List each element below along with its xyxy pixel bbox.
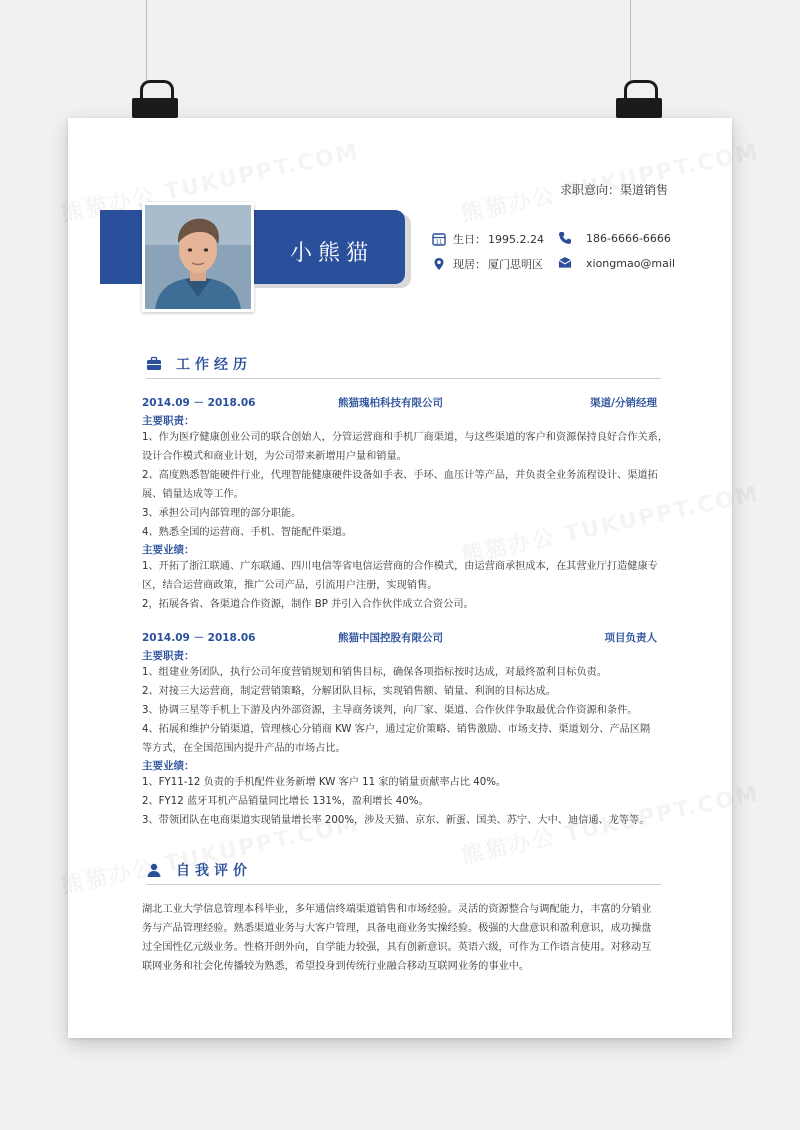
achievements-list: [142, 557, 682, 614]
job-intent: 求职意向：渠道销售: [559, 183, 668, 197]
self-eval-line: 务与产品管理经验。熟悉渠道业务与大客户管理，具备电商业务实操经验。极强的大盘意识和盈利意识，成功操盘: [142, 923, 652, 934]
self-eval-line: 湖北工业大学信息管理本科毕业，多年通信终端渠道销售和市场经验。灵活的资源整合与调配能力，丰富的分销业: [142, 904, 652, 915]
duty-line: 2、对接三大运营商，制定营销策略，分解团队目标，实现销售额、销量、利润的目标达成。: [142, 686, 556, 697]
duties-title: 主要职责：: [142, 650, 195, 662]
self-eval-line: 过全国性亿元级业务。性格开朗外向，自学能力较强，具有创新意识。英语六级，可作为工作语言使用。对移动互: [142, 942, 652, 953]
briefcase-icon: [146, 356, 162, 372]
duty-line: 1、作为医疗健康创业公司的联合创始人，分管运营商和手机厂商渠道，与这些渠道的客户和资源保持良好合作关系，: [142, 432, 669, 443]
achievement-line: 区，结合运营商政策，推广公司产品，引流用户注册，实现销售。: [142, 580, 438, 591]
duty-line: 4、拓展和维护分销渠道，管理核心分销商 KW 客户，通过定价策略、销售激励、市场支持、渠道划分、产品区隔: [142, 724, 651, 735]
mail-icon: [558, 256, 572, 270]
email-value: xiongmao@mail: [586, 256, 676, 270]
job-date: 2014.09 － 2018.06: [142, 632, 256, 644]
phone-icon: [558, 231, 572, 245]
duty-line: 等方式，在全国范围内提升产品的市场占比。: [142, 743, 346, 754]
birth-info: [432, 231, 544, 247]
header-accent-bar: [100, 210, 148, 284]
duty-line: 1、组建业务团队，执行公司年度营销规划和销售目标，确保各项指标按时达成，对最终盈利目标负责。: [142, 667, 607, 678]
achievement-line: 1、FY11-12 负责的手机配件业务新增 KW 客户 11 家的销量贡献率占比 40%。: [142, 777, 507, 788]
duty-line: 展、销量达成等工作。: [142, 489, 244, 500]
self-eval-section-title: 自我评价: [176, 863, 252, 879]
achievements-list: [142, 773, 682, 830]
job-company: 熊猫瑰柏科技有限公司: [338, 397, 443, 409]
svg-text:11: 11: [435, 239, 443, 246]
candidate-name: 小熊猫: [290, 241, 375, 266]
job-role: 项目负责人: [604, 632, 657, 644]
job-role: 渠道/分销经理: [590, 397, 657, 409]
duty-line: 3、协调三星等手机上下游及内外部资源，主导商务谈判，向厂家、渠道、合作伙伴争取最优合作资源和条件。: [142, 705, 638, 716]
duty-line: 3、承担公司内部管理的部分职能。: [142, 508, 302, 519]
achievement-line: 1、开拓了浙江联通、广东联通、四川电信等省电信运营商的合作模式，由运营商承担成本，在其营业厅打造健康专: [142, 561, 658, 572]
duty-line: 设计合作模式和商业计划，为公司带来新增用户量和销量。: [142, 451, 407, 462]
job-date: 2014.09 － 2018.06: [142, 397, 256, 409]
achievement-line: 2，拓展各省、各渠道合作资源，制作 BP 并引入合作伙伴成立合资公司。: [142, 599, 474, 610]
birth-value: 1995.2.24: [488, 232, 544, 246]
duties-list: [142, 428, 682, 542]
location-value: 厦门思明区: [488, 258, 543, 271]
achievements-title: 主要业绩：: [142, 760, 195, 772]
calendar-icon: [432, 232, 446, 246]
duty-line: 2、高度熟悉智能硬件行业，代理智能健康硬件设备如手表、手环、血压计等产品，并负责全业务流程设计、渠道拓: [142, 470, 658, 481]
phone-value: 186-6666-6666: [586, 231, 671, 245]
duties-list: [142, 663, 682, 758]
achievements-title: 主要业绩：: [142, 544, 195, 556]
birth-label: 生日：: [453, 233, 486, 246]
location-label: 现居：: [453, 258, 486, 271]
self-eval-line: 联网业务和社会化传播较为熟悉，希望投身到传统行业融合移动互联网业务的事业中。: [142, 961, 530, 972]
work-section-heading: [146, 354, 661, 379]
resume-page: [68, 118, 732, 1038]
email-info: [558, 256, 675, 270]
duties-title: 主要职责：: [142, 415, 195, 427]
profile-photo: [142, 202, 254, 312]
phone-info: [558, 231, 671, 245]
achievement-line: 3、带领团队在电商渠道实现销量增长率 200%，涉及天猫、京东、新蛋、国美、苏宁、大中、迪信通、龙等等。: [142, 815, 650, 826]
user-icon: [146, 862, 162, 878]
achievement-line: 2、FY12 蓝牙耳机产品销量同比增长 131%，盈利增长 40%。: [142, 796, 429, 807]
location-pin-icon: [432, 257, 446, 271]
location-info: [432, 256, 543, 272]
self-eval-section-heading: [146, 860, 661, 885]
job-company: 熊猫中国控股有限公司: [338, 632, 443, 644]
duty-line: 4、熟悉全国的运营商、手机、智能配件渠道。: [142, 527, 353, 538]
work-section-title: 工作经历: [176, 357, 252, 373]
self-eval-text: [142, 900, 682, 976]
